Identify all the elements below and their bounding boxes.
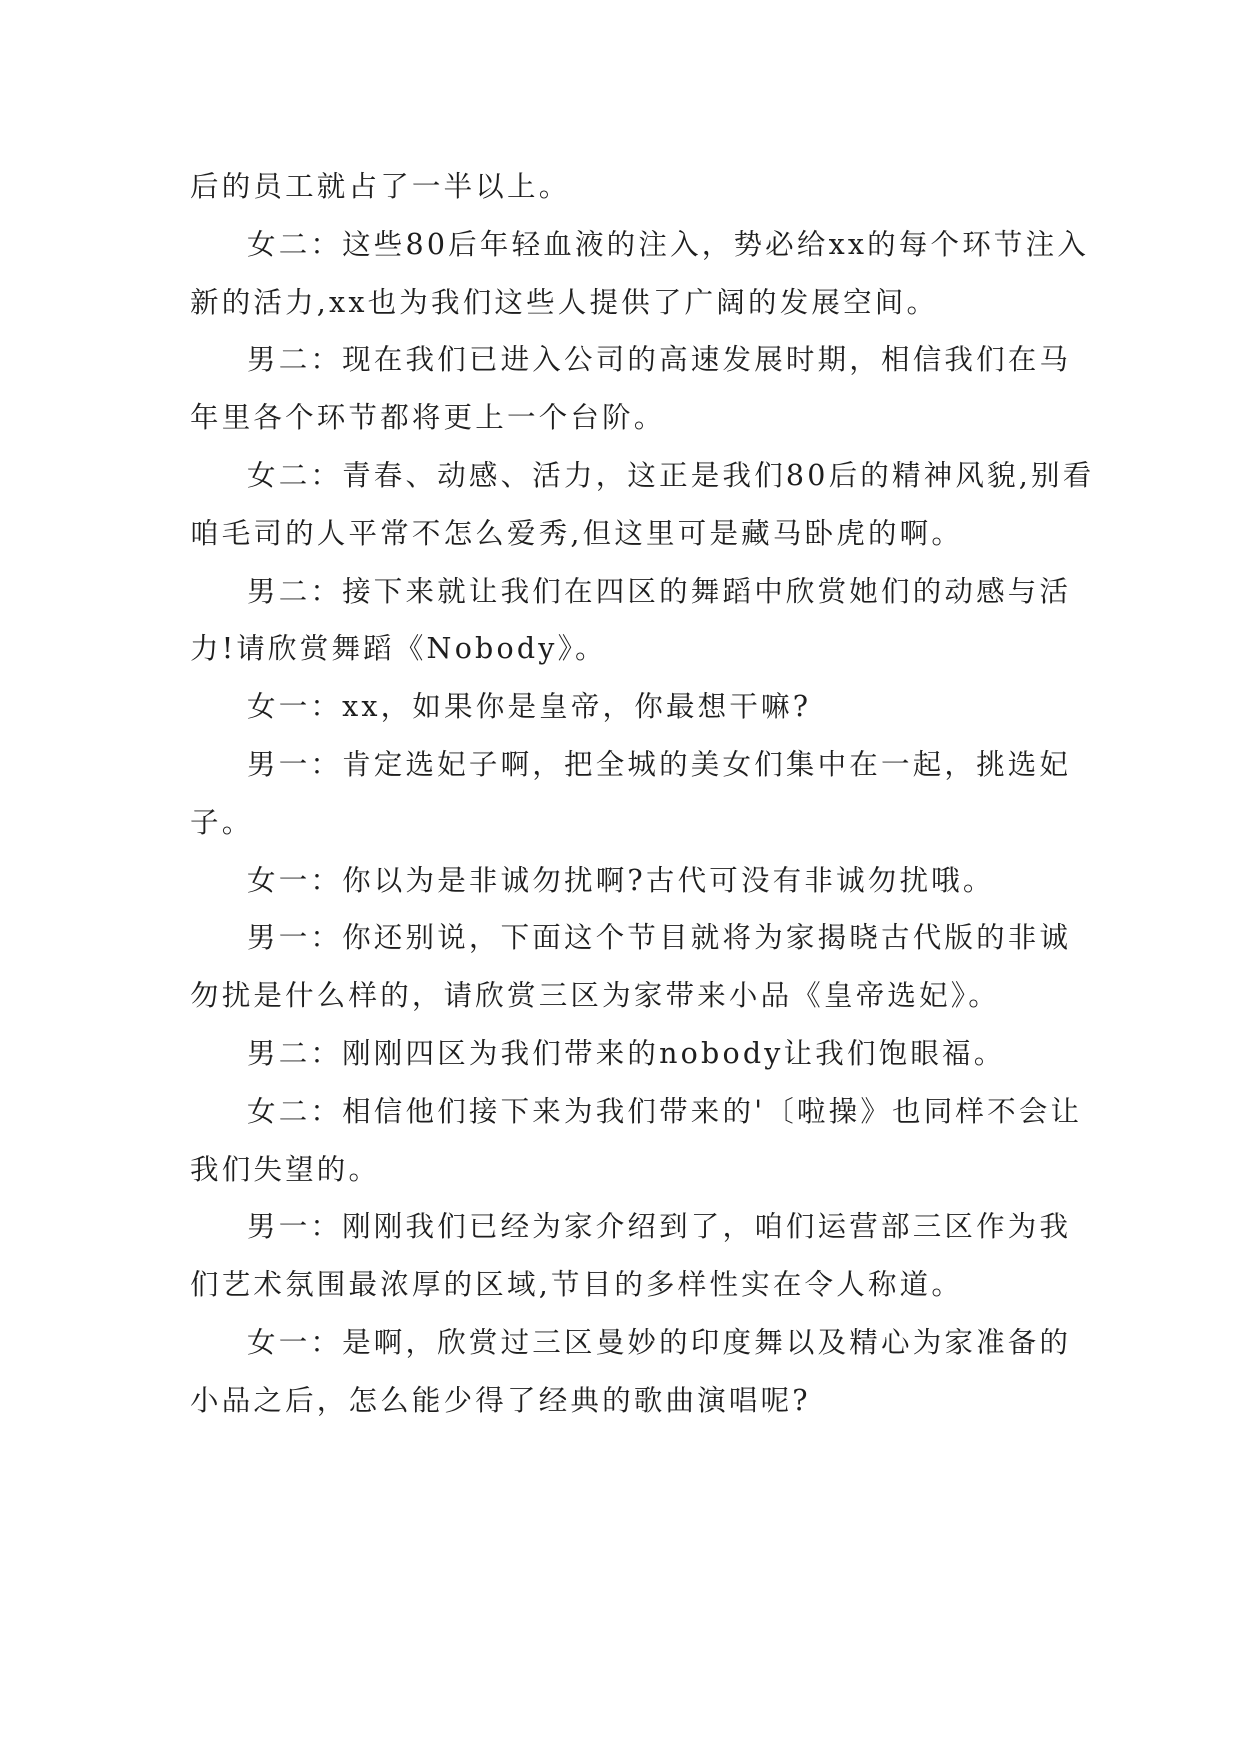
paragraph-11: 女二：相信他们接下来为我们带来的'〔啦操》也同样不会让我们失望的。: [190, 1094, 1083, 1186]
paragraph-2: 女二：这些80后年轻血液的注入，势必给xx的每个环节注入新的活力,xx也为我们这些人提供了广阔的发展空间。: [190, 227, 1090, 319]
paragraph-12: 男一：刚刚我们已经为家介绍到了，咱们运营部三区作为我们艺术氛围最浓厚的区域,节目的多样性实在令人称道。: [190, 1210, 1072, 1302]
paragraph-5: 男二：接下来就让我们在四区的舞蹈中欣赏她们的动感与活力!请欣赏舞蹈《Nobody》。: [190, 574, 1072, 666]
paragraph-8: 女一：你以为是非诚勿扰啊?古代可没有非诚勿扰哦。: [247, 863, 995, 897]
paragraph-7: 男一：肯定选妃子啊，把全城的美女们集中在一起，挑选妃子。: [190, 747, 1072, 839]
paragraph-13: 女一：是啊，欣赏过三区曼妙的印度舞以及精心为家准备的小品之后，怎么能少得了经典的歌曲演唱呢?: [190, 1325, 1072, 1417]
paragraph-9: 男一：你还别说，下面这个节目就将为家揭晓古代版的非诚勿扰是什么样的，请欣赏三区为家带来小品《皇帝选妃》。: [190, 921, 1072, 1013]
paragraph-6: 女一：xx，如果你是皇帝，你最想干嘛?: [247, 690, 812, 724]
paragraph-10: 男二：刚刚四区为我们带来的nobody让我们饱眼福。: [247, 1036, 1006, 1070]
paragraph-3: 男二：现在我们已进入公司的高速发展时期，相信我们在马年里各个环节都将更上一个台阶。: [190, 343, 1072, 435]
paragraph-1: 后的员工就占了一半以上。: [190, 170, 571, 203]
paragraph-4: 女二：青春、动感、活力，这正是我们80后的精神风貌,别看咱毛司的人平常不怎么爱秀,但这里可是藏马卧虎的啊。: [190, 458, 1095, 550]
document-body: [190, 158, 1100, 1430]
